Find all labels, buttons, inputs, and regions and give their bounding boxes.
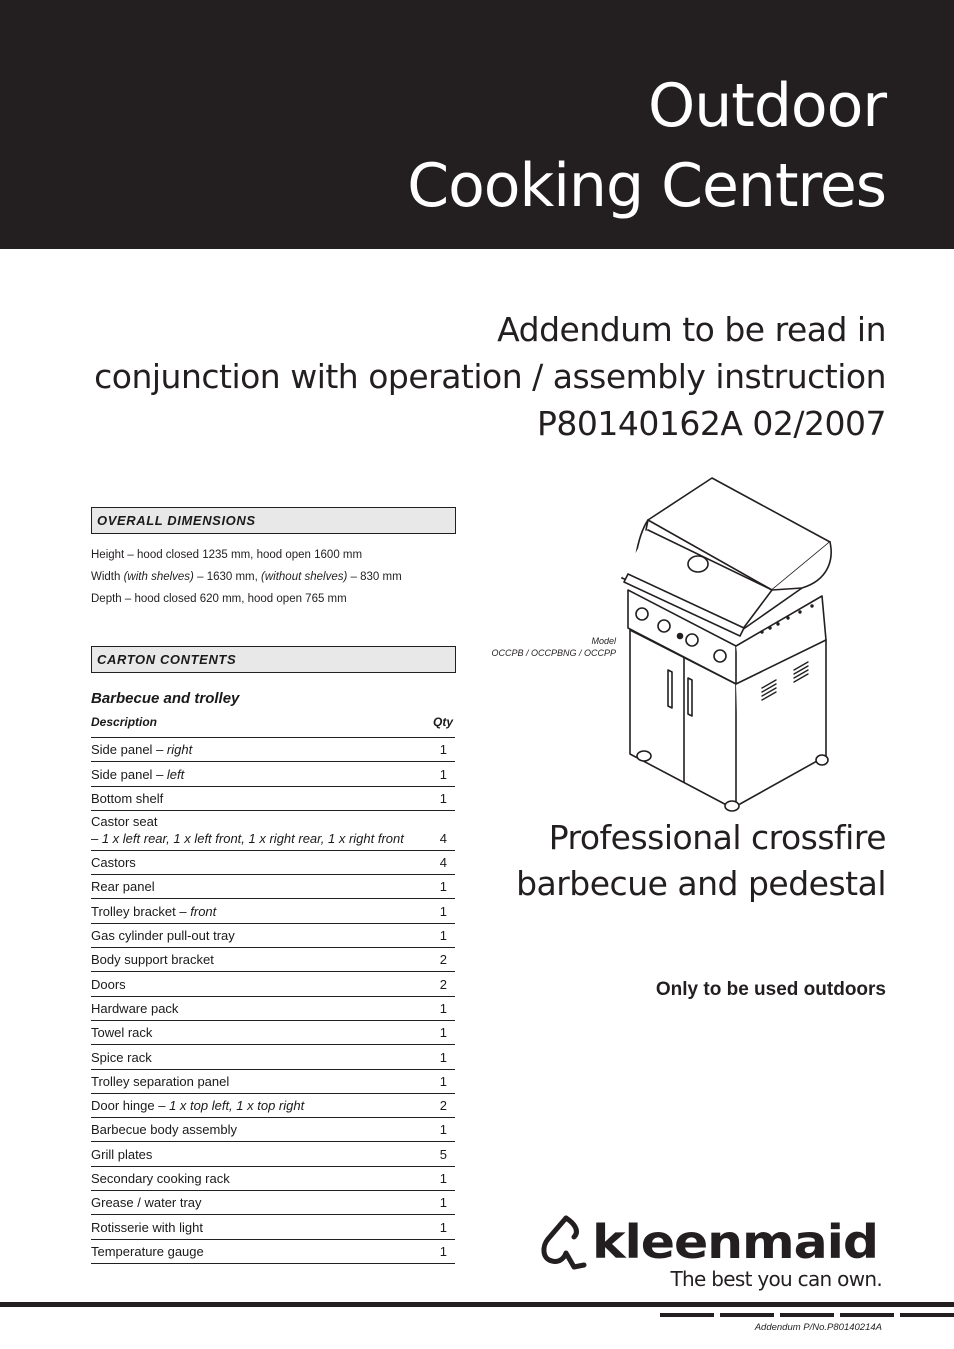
- subtitle-line-1: Addendum to be read in: [497, 310, 886, 349]
- row-qty: 1: [439, 903, 447, 919]
- table-row: [91, 1215, 455, 1239]
- carton-contents-table: [91, 737, 455, 1264]
- row-qty: 1: [439, 1219, 447, 1235]
- row-qty: 2: [439, 952, 447, 968]
- table-row: [91, 948, 455, 972]
- table-row: [91, 1142, 455, 1166]
- row-description: Bottom shelf: [91, 790, 164, 806]
- row-qty: 2: [439, 1098, 447, 1114]
- table-row: [91, 811, 455, 851]
- product-line-2: barbecue and pedestal: [516, 864, 886, 903]
- svg-text:kleenmaid: kleenmaid: [592, 1215, 878, 1269]
- row-qty: 1: [439, 790, 447, 806]
- table-row: [91, 1167, 455, 1191]
- row-description: Towel rack: [91, 1025, 153, 1041]
- row-description: Temperature gauge: [91, 1243, 204, 1259]
- row-description: Castor seat – 1 x left rear, 1 x left front, 1 x right rear, 1 x right front: [91, 813, 404, 846]
- row-qty: 4: [439, 855, 447, 871]
- dimensions-list: [91, 544, 402, 610]
- column-header-description: Description: [91, 715, 158, 729]
- dimension-height: Height – hood closed 1235 mm, hood open 1600 mm: [91, 549, 363, 561]
- table-row: [91, 738, 455, 762]
- footer-dashes: [660, 1313, 954, 1317]
- row-description: Side panel – left: [91, 766, 185, 782]
- table-row: [91, 924, 455, 948]
- row-qty: 2: [439, 976, 447, 992]
- model-codes: OCCPB / OCCPBNG / OCCPP: [491, 648, 616, 658]
- row-description: Gas cylinder pull-out tray: [91, 928, 235, 944]
- row-qty: 1: [439, 742, 447, 758]
- addendum-part-number: Addendum P/No.P80140214A: [754, 1322, 882, 1333]
- model-caption: [480, 635, 616, 659]
- row-description: Body support bracket: [91, 952, 214, 968]
- row-qty: 1: [439, 1122, 447, 1138]
- table-row: [91, 1240, 455, 1264]
- row-description: Hardware pack: [91, 1000, 179, 1016]
- row-qty: 1: [439, 1049, 447, 1065]
- row-qty: 5: [439, 1146, 447, 1162]
- table-row: [91, 787, 455, 811]
- table-row: [91, 1094, 455, 1118]
- row-qty: 1: [439, 1073, 447, 1089]
- table-row: [91, 899, 455, 923]
- dimension-depth: Depth – hood closed 620 mm, hood open 765 mm: [91, 593, 347, 605]
- row-description: Spice rack: [91, 1049, 152, 1065]
- carton-contents-heading: CARTON CONTENTS: [91, 646, 456, 673]
- table-row: [91, 1045, 455, 1069]
- table-row: [91, 972, 455, 996]
- row-qty: 1: [439, 928, 447, 944]
- row-qty: 1: [439, 766, 447, 782]
- row-qty: 1: [439, 1243, 447, 1259]
- header-band: [0, 0, 954, 249]
- row-qty: 1: [439, 1025, 447, 1041]
- row-description: Grill plates: [91, 1146, 153, 1162]
- table-row: [91, 875, 455, 899]
- table-row: [91, 762, 455, 786]
- subtitle-line-2: conjunction with operation / assembly instruction: [94, 357, 886, 396]
- table-row: [91, 851, 455, 875]
- document-title: [407, 66, 886, 226]
- outdoors-warning: Only to be used outdoors: [655, 979, 886, 1000]
- overall-dimensions-heading: OVERALL DIMENSIONS: [91, 507, 456, 534]
- column-header-qty: Qty: [433, 715, 454, 729]
- product-line-1: Professional crossfire: [548, 818, 886, 857]
- row-description: Castors: [91, 855, 136, 871]
- row-description: Grease / water tray: [91, 1195, 202, 1211]
- table-row: [91, 1191, 455, 1215]
- title-line-1: Outdoor: [648, 71, 886, 141]
- subtitle-line-3: P80140162A 02/2007: [536, 404, 886, 443]
- barbecue-illustration: [612, 470, 836, 815]
- table-row: [91, 1021, 455, 1045]
- row-description: Barbecue body assembly: [91, 1122, 237, 1138]
- row-description: Trolley bracket – front: [91, 903, 217, 919]
- title-line-2: Cooking Centres: [407, 151, 886, 221]
- row-description: Rear panel: [91, 879, 155, 895]
- row-qty: 1: [439, 879, 447, 895]
- row-qty: 4: [439, 830, 447, 846]
- table-row: [91, 1070, 455, 1094]
- kleenmaid-mark-icon: [544, 1218, 584, 1267]
- brand-tagline: The best you can own.: [670, 1267, 882, 1291]
- dimension-width: Width (with shelves) – 1630 mm, (without shelves) – 830 mm: [91, 571, 402, 583]
- row-description: Secondary cooking rack: [91, 1171, 230, 1187]
- thermometer-icon: [688, 556, 708, 572]
- product-name: [516, 815, 886, 907]
- group-title: Barbecue and trolley: [91, 690, 240, 707]
- row-description: Rotisserie with light: [91, 1219, 203, 1235]
- row-description: Trolley separation panel: [91, 1073, 230, 1089]
- row-description: Door hinge – 1 x top left, 1 x top right: [91, 1098, 305, 1114]
- table-row: [91, 1118, 455, 1142]
- row-description: Doors: [91, 976, 126, 992]
- row-description: Side panel – right: [91, 742, 193, 758]
- addendum-subtitle: [94, 306, 886, 447]
- row-qty: 1: [439, 1000, 447, 1016]
- kleenmaid-logo: [540, 1213, 885, 1273]
- table-row: [91, 997, 455, 1021]
- model-label: Model: [591, 636, 616, 646]
- row-qty: 1: [439, 1195, 447, 1211]
- footer-rule: [0, 1302, 954, 1307]
- row-qty: 1: [439, 1171, 447, 1187]
